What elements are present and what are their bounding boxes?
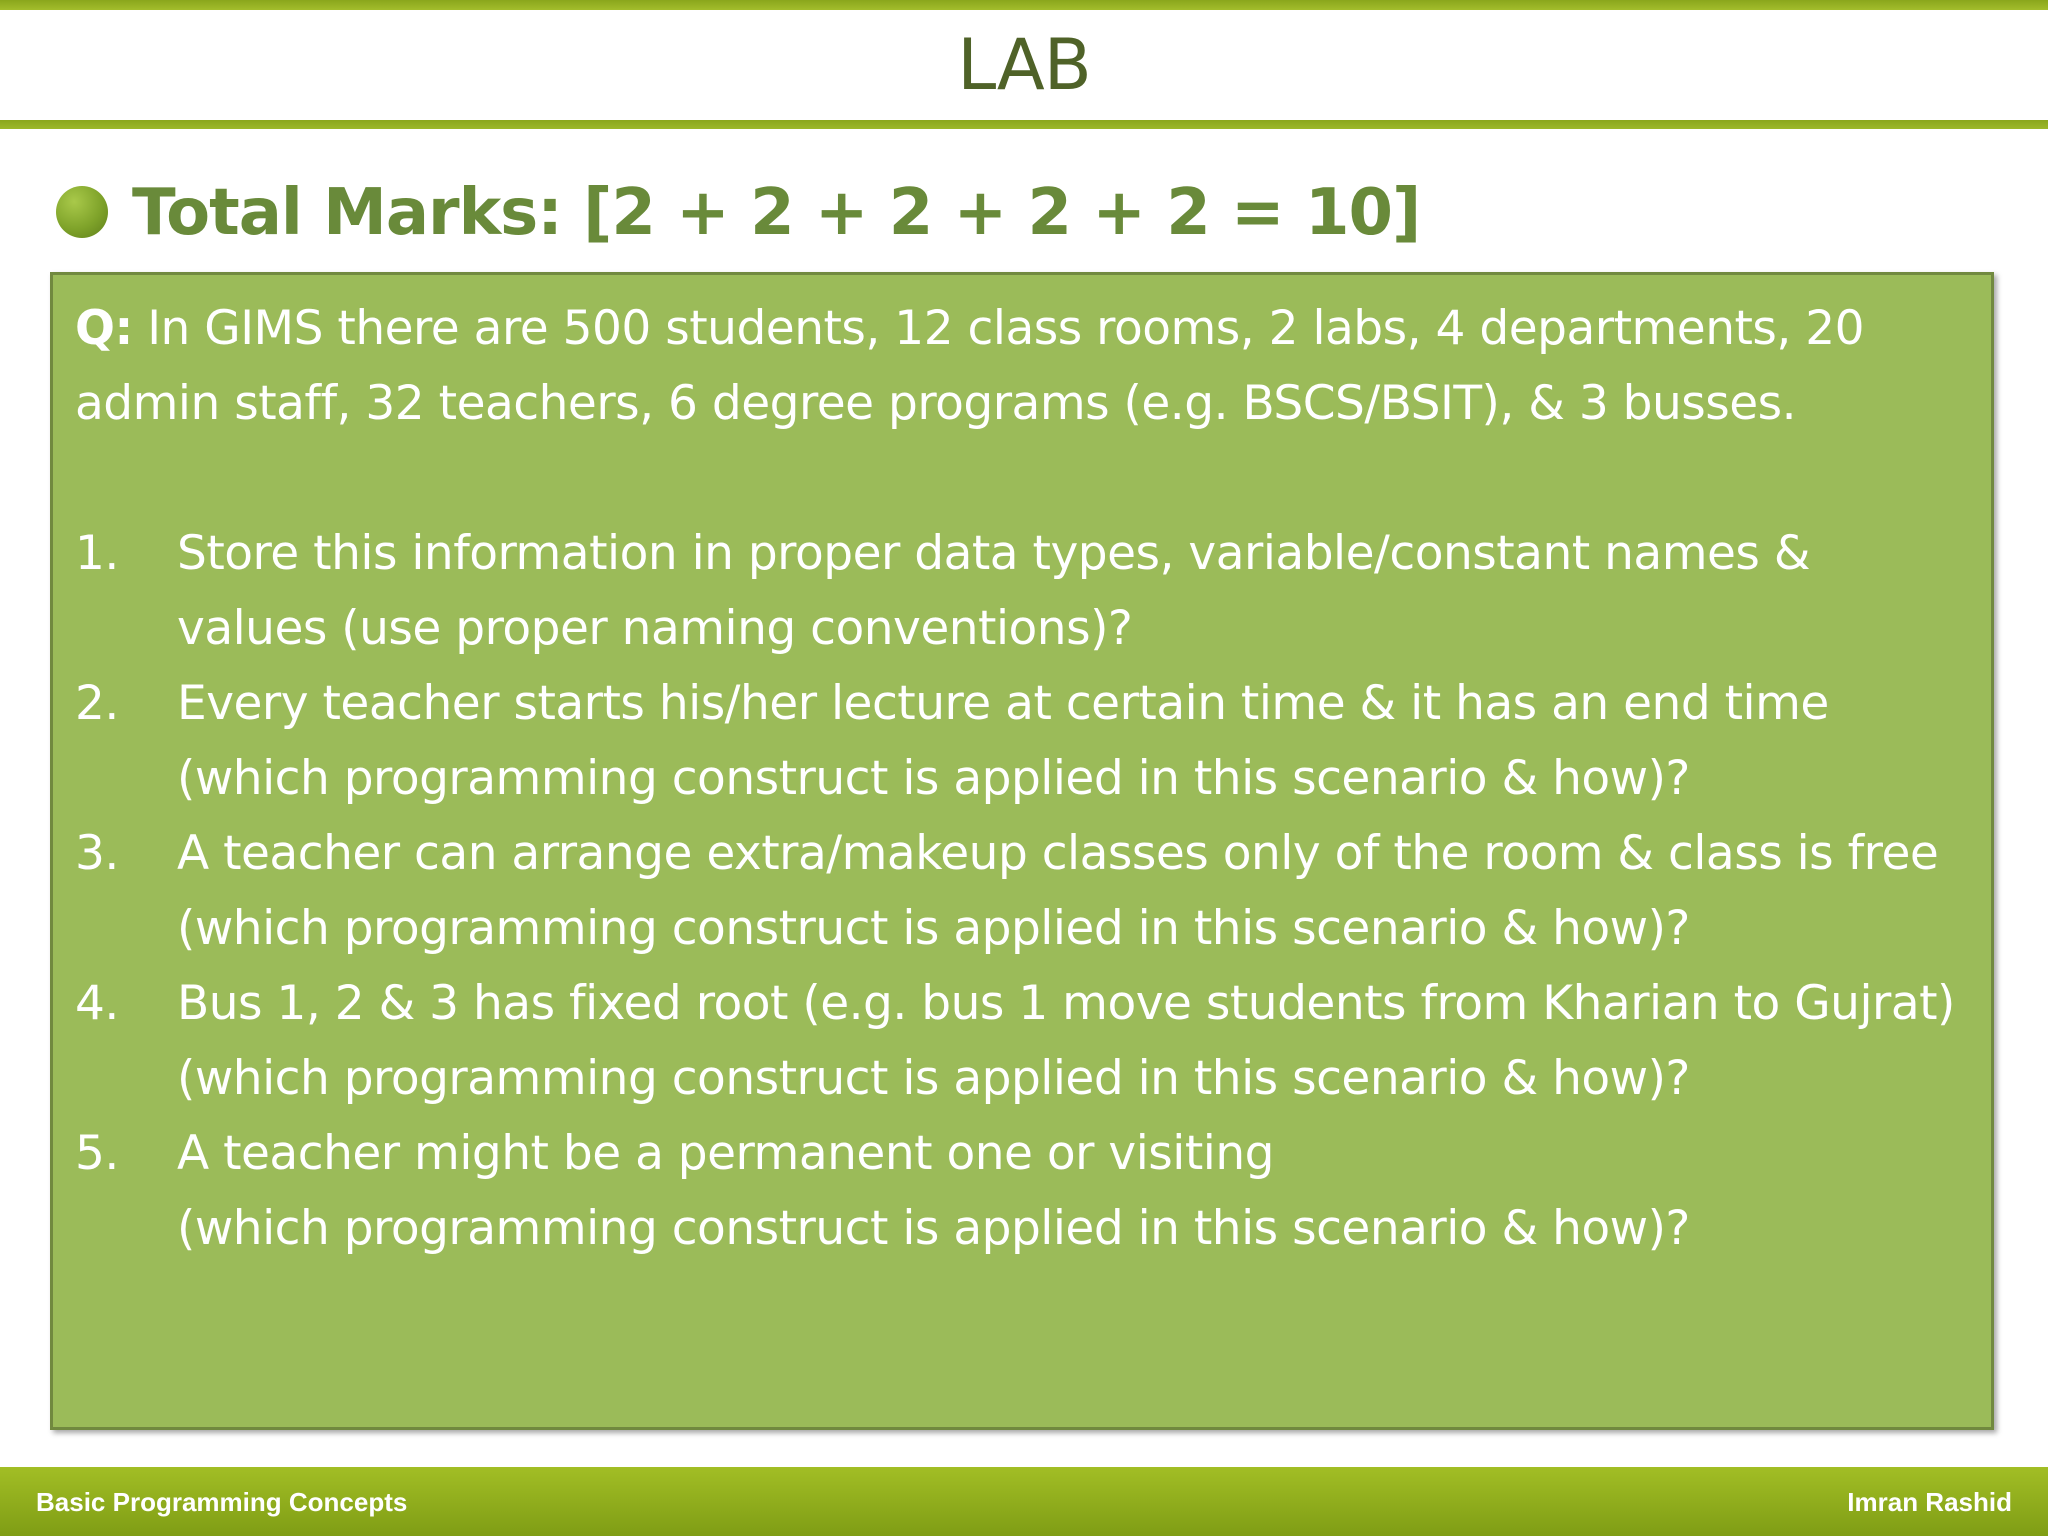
total-marks-heading: Total Marks: [2 + 2 + 2 + 2 + 2 = 10] <box>132 176 1421 250</box>
list-item <box>75 516 1969 666</box>
item-text: A teacher can arrange extra/makeup classes only of the room & class is free (which programming construct is applied in this scenario & how)? <box>177 826 1939 956</box>
item-text: Every teacher starts his/her lecture at certain time & it has an end time (which programming construct is applied in this scenario & how)? <box>177 676 1829 806</box>
item-text: Bus 1, 2 & 3 has fixed root (e.g. bus 1 move students from Kharian to Gujrat) (which programming construct is applied in this scenario & how)? <box>177 976 1955 1106</box>
item-number: 2. <box>75 676 119 731</box>
item-text: Store this information in proper data types, variable/constant names & values (use proper naming conventions)? <box>177 526 1810 656</box>
top-rule <box>0 0 2048 10</box>
list-item <box>75 816 1969 966</box>
list-item <box>75 966 1969 1116</box>
bullet-icon <box>56 186 108 238</box>
footer-author: Imran Rashid <box>1847 1487 2012 1517</box>
item-number: 5. <box>75 1126 119 1181</box>
question-intro <box>75 291 1969 441</box>
list-item <box>75 1116 1969 1266</box>
item-text-continuation: (which programming construct is applied in this scenario & how)? <box>177 1201 1690 1256</box>
title-rule <box>0 120 2048 129</box>
spacer <box>75 441 1969 516</box>
item-text: A teacher might be a permanent one or visiting <box>177 1126 1274 1181</box>
question-list <box>75 516 1969 1266</box>
question-box <box>50 272 1994 1430</box>
item-number: 4. <box>75 976 119 1031</box>
question-text: In GIMS there are 500 students, 12 class rooms, 2 labs, 4 departments, 20 admin staff, 32 teachers, 6 degree programs (e.g. BSCS/BSIT), & 3 busses. <box>75 301 1865 431</box>
item-number: 1. <box>75 526 119 581</box>
question-label: Q: <box>75 301 133 356</box>
footer-bar <box>0 1467 2048 1536</box>
slide-title: LAB <box>957 24 1091 106</box>
footer-course-title: Basic Programming Concepts <box>36 1487 408 1517</box>
item-number: 3. <box>75 826 119 881</box>
item-text-group <box>177 1116 1969 1266</box>
list-item <box>75 666 1969 816</box>
